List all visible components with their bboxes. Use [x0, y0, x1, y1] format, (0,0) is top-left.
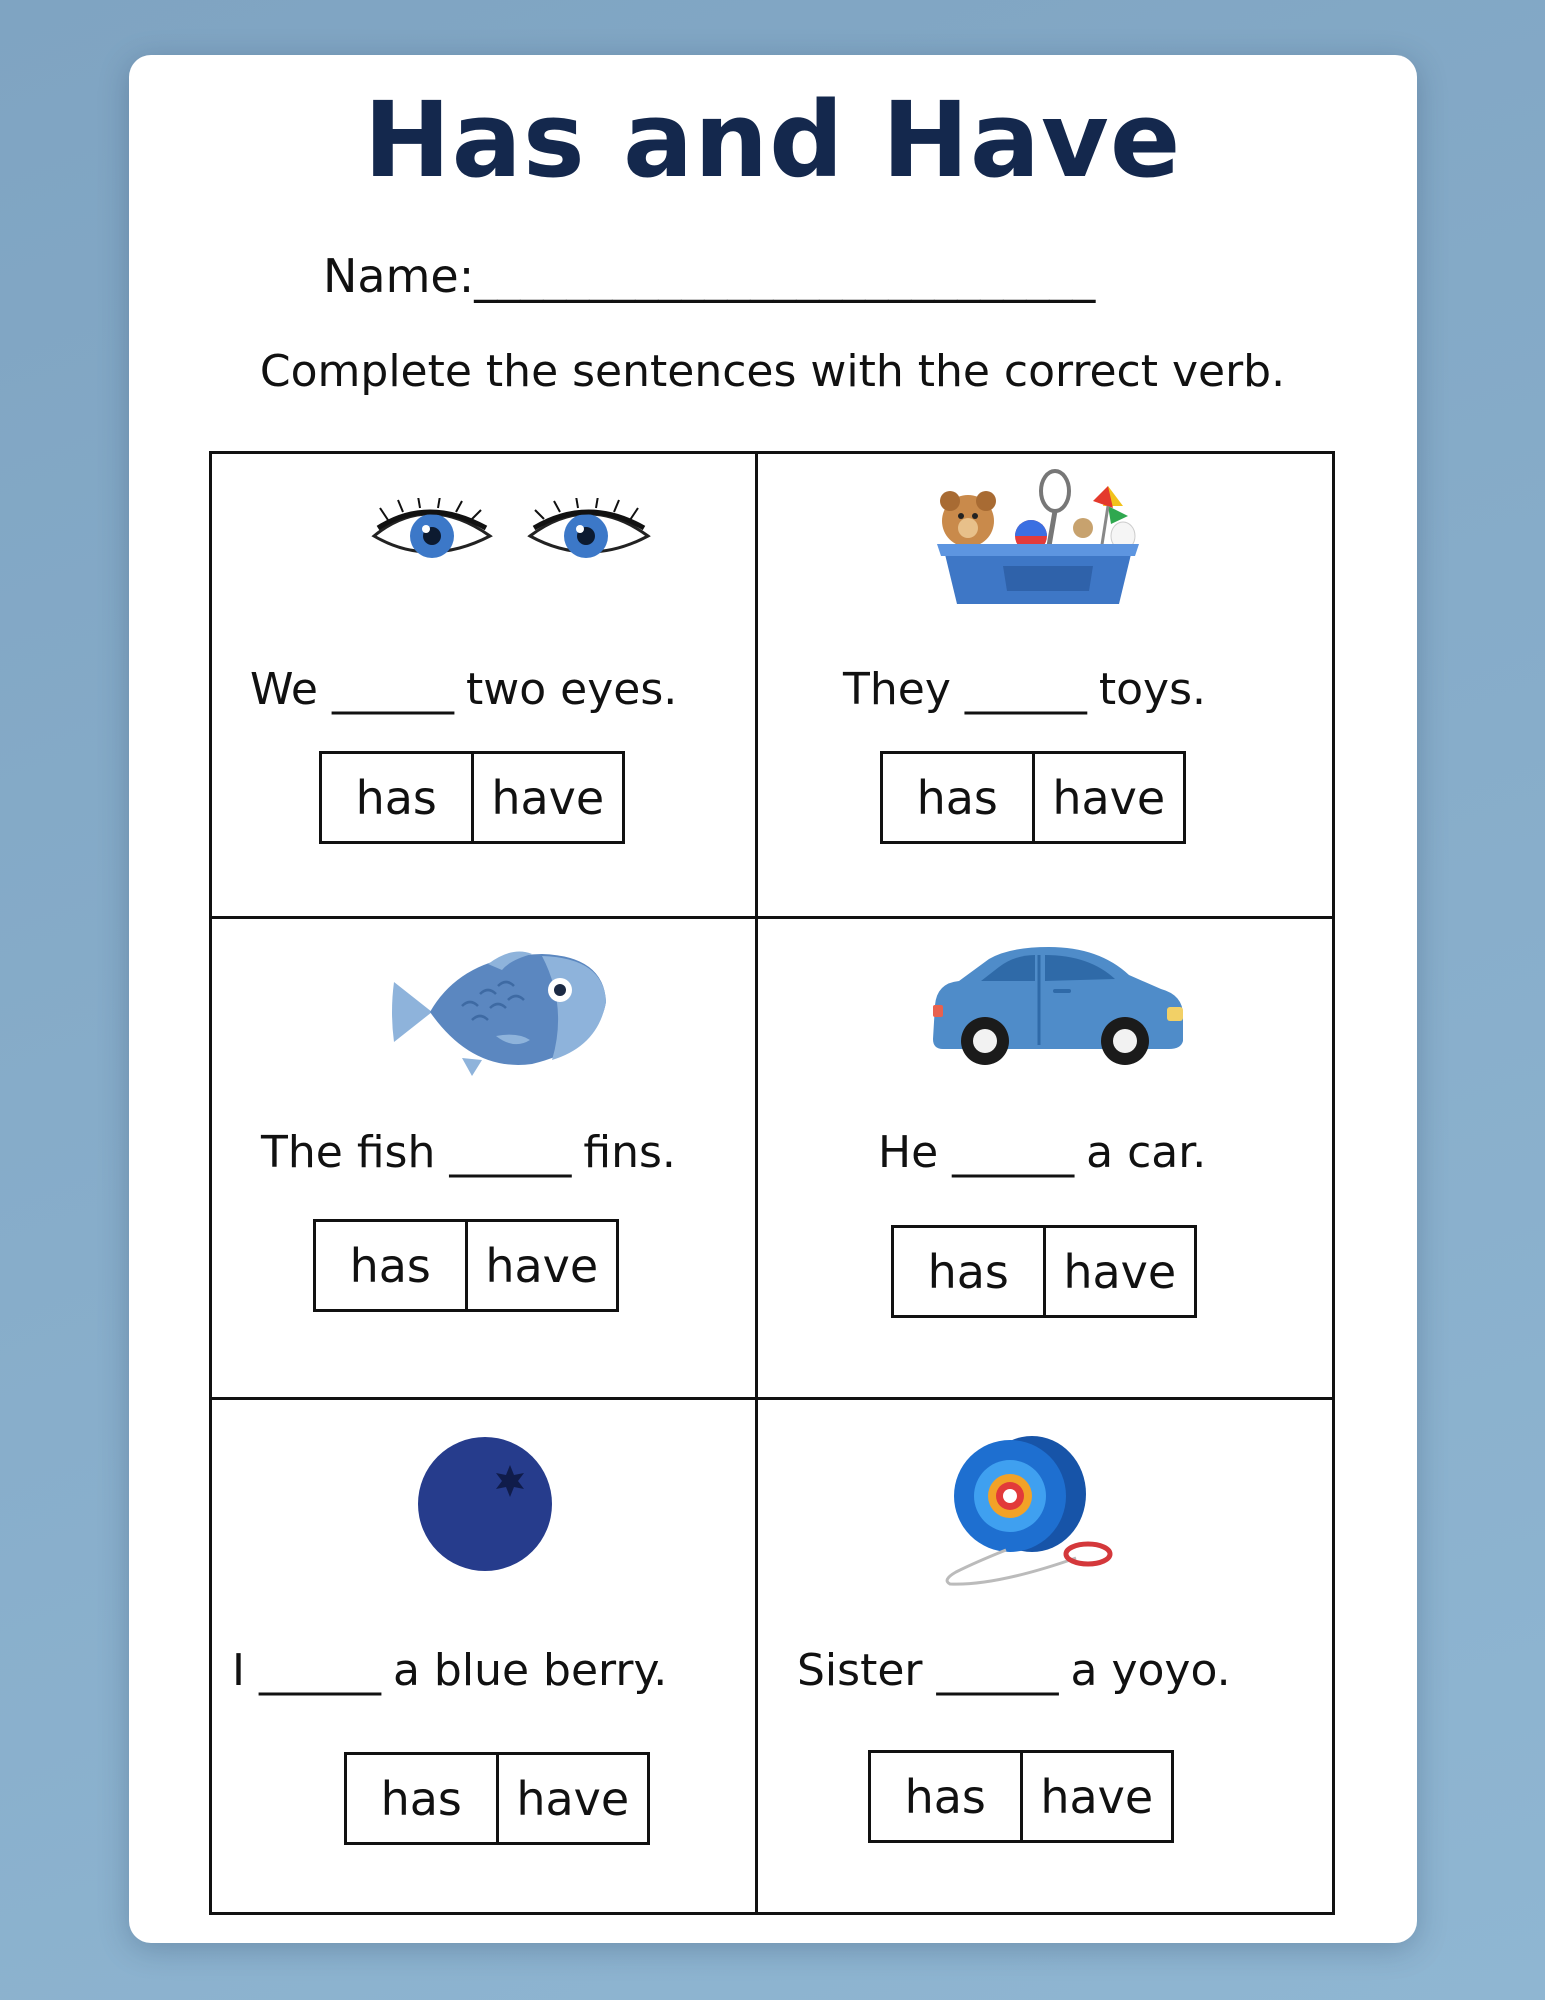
- option-has[interactable]: has: [904, 1769, 986, 1824]
- answer-blank[interactable]: ______: [936, 1645, 1057, 1696]
- instructions: Complete the sentences with the correct verb.: [259, 346, 1286, 397]
- option-has[interactable]: has: [355, 770, 437, 825]
- blueberry-icon: [416, 1435, 554, 1573]
- answer-blank[interactable]: ______: [258, 1645, 379, 1696]
- option-has[interactable]: has: [349, 1238, 431, 1293]
- sentence-rest: two eyes.: [466, 664, 678, 715]
- sentence-rest: fins.: [583, 1127, 676, 1178]
- answer-blank[interactable]: ______: [964, 664, 1085, 715]
- sentence-subject: I: [232, 1645, 245, 1696]
- right-eye: [530, 498, 648, 558]
- sentence-rest: a car.: [1086, 1127, 1207, 1178]
- sentence-5: [232, 1645, 668, 1696]
- choice-box-4: [891, 1225, 1197, 1318]
- choice-box-5: [344, 1752, 650, 1845]
- left-eye: [374, 498, 490, 558]
- sentence-subject: Sister: [797, 1645, 923, 1696]
- sentence-6: [797, 1645, 1231, 1696]
- grid-divider-vertical: [755, 451, 758, 1915]
- option-has[interactable]: has: [916, 770, 998, 825]
- sentence-subject: The fish: [261, 1127, 436, 1178]
- option-have[interactable]: have: [496, 1755, 648, 1842]
- sentence-rest: a yoyo.: [1070, 1645, 1231, 1696]
- sentence-3: [261, 1127, 676, 1178]
- option-have[interactable]: have: [1020, 1753, 1172, 1840]
- choice-box-3: [313, 1219, 619, 1312]
- option-have[interactable]: have: [465, 1222, 617, 1309]
- option-have[interactable]: have: [471, 754, 623, 841]
- name-field[interactable]: Name:___________________________: [323, 249, 1096, 303]
- sentence-subject: We: [250, 664, 318, 715]
- grid-divider-row-1: [209, 916, 1335, 919]
- grid-divider-row-2: [209, 1397, 1335, 1400]
- sentence-2: [843, 664, 1206, 715]
- sentence-subject: They: [843, 664, 951, 715]
- car-icon: [929, 945, 1187, 1067]
- toy-box-icon: [923, 466, 1153, 614]
- sentence-1: [250, 664, 678, 715]
- fish-icon: [392, 946, 612, 1078]
- option-has[interactable]: has: [927, 1244, 1009, 1299]
- sentence-subject: He: [878, 1127, 939, 1178]
- page-title: Has and Have: [363, 79, 1182, 201]
- option-have[interactable]: have: [1032, 754, 1184, 841]
- answer-blank[interactable]: ______: [952, 1127, 1073, 1178]
- option-has[interactable]: has: [380, 1771, 462, 1826]
- sentence-rest: a blue berry.: [392, 1645, 668, 1696]
- choice-box-6: [868, 1750, 1174, 1843]
- sentence-4: [878, 1127, 1207, 1178]
- option-have[interactable]: have: [1043, 1228, 1195, 1315]
- eyes-icon: [368, 498, 653, 572]
- sentence-rest: toys.: [1098, 664, 1206, 715]
- yoyo-icon: [936, 1432, 1114, 1590]
- answer-blank[interactable]: ______: [332, 664, 452, 715]
- choice-box-1: [319, 751, 625, 844]
- answer-blank[interactable]: ______: [449, 1127, 570, 1178]
- choice-box-2: [880, 751, 1186, 844]
